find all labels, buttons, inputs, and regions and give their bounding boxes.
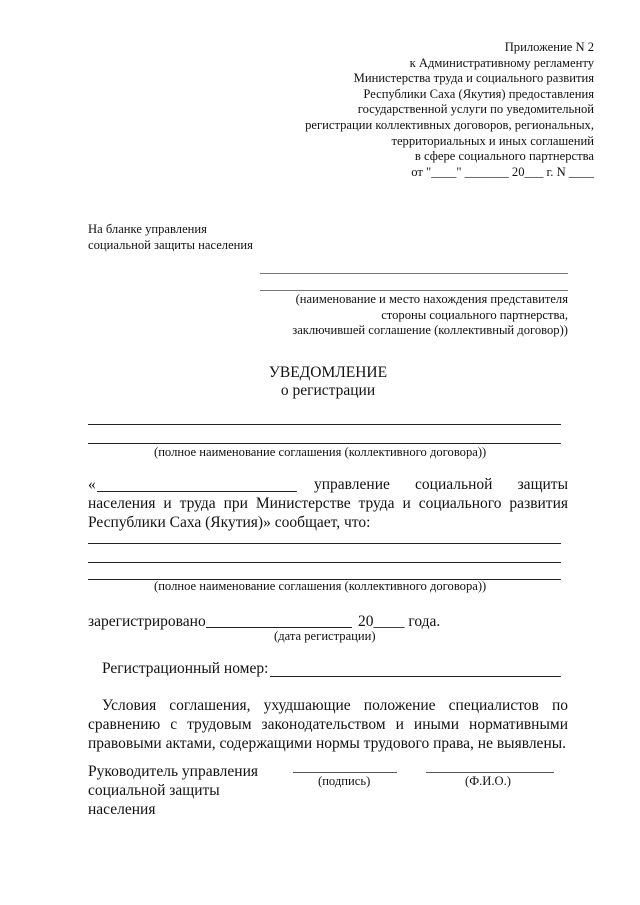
signature-blank[interactable] — [293, 772, 397, 773]
recipient-caption-line: стороны социального партнерства, — [381, 307, 568, 322]
quote-open: « — [88, 476, 96, 493]
recipient-caption-line: (наименование и место нахождения представителя — [295, 292, 568, 306]
appendix-line: регистрации коллективных договоров, региональных, — [305, 117, 594, 132]
paragraph-line3: Республики Саха (Якутия)» сообщает, что: — [88, 514, 371, 531]
appendix-line: Республики Саха (Якутия) предоставления — [363, 86, 594, 101]
recipient-blank-line[interactable] — [260, 290, 568, 291]
conditions-line2: сравнению с трудовым законодательством и иными нормативными — [88, 716, 568, 733]
signatory-role-line: Руководитель управления — [88, 763, 259, 780]
signatory-role-line: социальной защиты — [88, 782, 220, 799]
document-subtitle: о регистрации — [280, 382, 376, 399]
conditions-line3: правовыми актами, содержащими нормы трудового права, не выявлены. — [88, 735, 567, 752]
recipient-blank-line[interactable] — [260, 273, 568, 274]
conditions-line1: Условия соглашения, ухудшающие положение специалистов по — [102, 697, 568, 714]
paragraph-line2: населения и труда при Министерстве труда и социального развития — [88, 495, 568, 512]
appendix-line: к Административному регламенту — [409, 55, 594, 70]
signature-caption: (подпись) — [318, 774, 371, 788]
registration-date-blank[interactable] — [206, 627, 352, 628]
agreement-name-line[interactable] — [88, 562, 561, 563]
full-name-blank[interactable] — [426, 772, 554, 773]
registration-date-caption: (дата регистрации) — [274, 629, 376, 643]
appendix-line: Приложение N 2 — [504, 40, 594, 54]
appendix-line: территориальных и иных соглашений — [391, 133, 594, 148]
registered-label: зарегистрировано — [88, 613, 206, 630]
department-name-blank[interactable] — [97, 491, 297, 492]
registration-number-blank[interactable] — [270, 676, 561, 677]
registration-number-label: Регистрационный номер: — [102, 660, 269, 677]
signatory-role-line: населения — [88, 801, 156, 818]
appendix-line: в сфере социального партнерства — [414, 149, 594, 164]
paragraph-line1-text: управление социальной защиты — [314, 476, 568, 493]
registered-year: 20____ года. — [358, 613, 441, 630]
letterhead-line: На бланке управления — [88, 222, 207, 236]
agreement-name-caption: (полное наименование соглашения (коллективного договора)) — [154, 579, 487, 593]
signatory-role — [88, 762, 258, 819]
full-name-caption: (Ф.И.О.) — [465, 774, 511, 788]
document-title: УВЕДОМЛЕНИЕ — [268, 364, 388, 381]
agreement-name-line[interactable] — [88, 424, 561, 425]
letterhead-note — [88, 222, 253, 253]
letterhead-line: социальной защиты населения — [88, 237, 253, 252]
appendix-line: Министерства труда и социального развития — [353, 71, 594, 86]
appendix-header — [274, 40, 594, 180]
appendix-line: государственной услуги по уведомительной — [357, 102, 594, 117]
recipient-caption — [248, 292, 568, 339]
agreement-name-line[interactable] — [88, 543, 561, 544]
agreement-name-line[interactable] — [88, 443, 561, 444]
agreement-name-caption: (полное наименование соглашения (коллективного договора)) — [154, 445, 487, 459]
recipient-caption-line: заключившей соглашение (коллективный договор)) — [292, 323, 568, 338]
appendix-line: от "____" _______ 20___ г. N ____ — [411, 164, 594, 179]
